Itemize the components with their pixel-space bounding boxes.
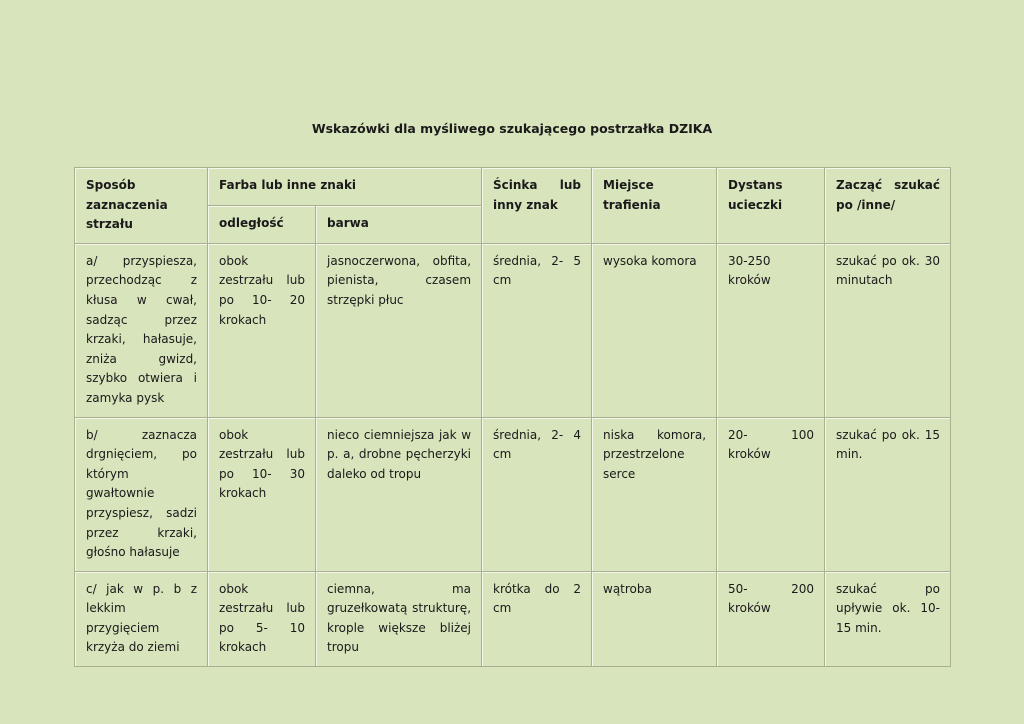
cell-scinka: krótka do 2 cm <box>482 571 592 666</box>
cell-barwa: jasnoczerwona, obfita, pienista, czasem strzępki płuc <box>316 243 482 417</box>
cell-miejsce: wysoka komora <box>592 243 717 417</box>
cell-sposob: b/ zaznacza drgnięciem, po którym gwałtownie przyspiesz, sadzi przez krzaki, głośno hałasuje <box>75 417 208 571</box>
cell-odleglosc: obok zestrzału lub po 10- 30 krokach <box>208 417 316 571</box>
header-odleglosc: odległość <box>208 205 316 243</box>
cell-dystans: 30-250 kroków <box>717 243 825 417</box>
cell-scinka: średnia, 2- 5 cm <box>482 243 592 417</box>
cell-sposob: a/ przyspiesza, przechodząc z kłusa w cwał, sadząc przez krzaki, hałasuje, zniża gwizd, szybko otwiera i zamyka pysk <box>75 243 208 417</box>
cell-barwa: nieco ciemniejsza jak w p. a, drobne pęcherzyki daleko od tropu <box>316 417 482 571</box>
header-farba: Farba lub inne znaki <box>208 168 482 206</box>
header-scinka: Ścinka lub inny znak <box>482 168 592 244</box>
header-miejsce: Miejsce trafienia <box>592 168 717 244</box>
cell-miejsce: wątroba <box>592 571 717 666</box>
cell-scinka: średnia, 2- 4 cm <box>482 417 592 571</box>
cell-dystans: 50- 200 kroków <box>717 571 825 666</box>
cell-barwa: ciemna, ma gruzełkowatą strukturę, krople większe bliżej tropu <box>316 571 482 666</box>
cell-sposob: c/ jak w p. b z lekkim przygięciem krzyża do ziemi <box>75 571 208 666</box>
table-row <box>75 243 951 417</box>
table-row <box>75 571 951 666</box>
header-barwa: barwa <box>316 205 482 243</box>
guide-table <box>74 167 951 667</box>
header-row <box>75 168 951 206</box>
cell-zaczac: szukać po upływie ok. 10-15 min. <box>825 571 951 666</box>
header-zaczac: Zacząć szukać po /inne/ <box>825 168 951 244</box>
cell-odleglosc: obok zestrzału lub po 5- 10 krokach <box>208 571 316 666</box>
cell-zaczac: szukać po ok. 30 minutach <box>825 243 951 417</box>
cell-dystans: 20- 100 kroków <box>717 417 825 571</box>
table-row <box>75 417 951 571</box>
header-dystans: Dystans ucieczki <box>717 168 825 244</box>
cell-miejsce: niska komora, przestrzelone serce <box>592 417 717 571</box>
header-sposob: Sposób zaznaczenia strzału <box>75 168 208 244</box>
cell-odleglosc: obok zestrzału lub po 10- 20 krokach <box>208 243 316 417</box>
document-title: Wskazówki dla myśliwego szukającego postrzałka DZIKA <box>311 121 713 136</box>
cell-zaczac: szukać po ok. 15 min. <box>825 417 951 571</box>
